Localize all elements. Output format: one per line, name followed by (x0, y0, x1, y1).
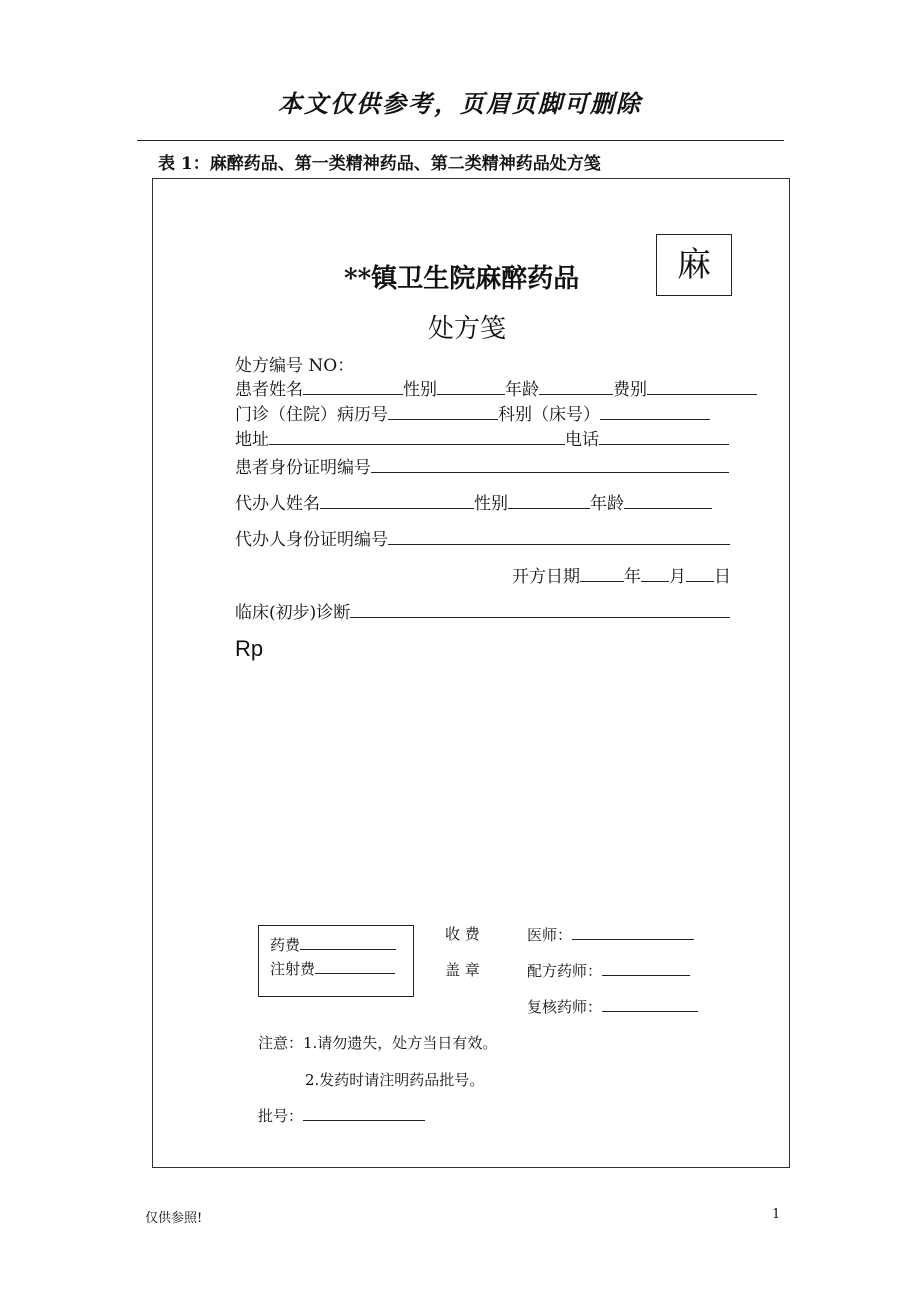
phone-label: 电话 (565, 430, 599, 450)
batch-field[interactable] (303, 1106, 425, 1121)
patient-info-row (235, 375, 757, 400)
agent-age-field[interactable] (624, 492, 712, 509)
day-label: 日 (714, 567, 731, 587)
agent-sex-field[interactable] (508, 492, 590, 509)
patient-id-field[interactable] (371, 456, 729, 473)
header-divider (137, 140, 784, 141)
patient-name-field[interactable] (303, 378, 403, 395)
day-field[interactable] (686, 565, 714, 582)
doctor-signature-field[interactable] (572, 925, 694, 940)
sex-field[interactable] (437, 378, 505, 395)
month-field[interactable] (641, 565, 669, 582)
drug-fee-label: 药费 (270, 936, 301, 954)
injection-fee-field[interactable] (315, 959, 395, 974)
table-caption: 表 1：麻醉药品、第一类精神药品、第二类精神药品处方笺 (158, 154, 601, 174)
batch-label: 批号： (258, 1107, 304, 1125)
checker-label: 复核药师： (527, 998, 603, 1016)
agent-sex-label: 性别 (474, 494, 508, 514)
agent-id-label: 代办人身份证明编号 (235, 530, 388, 550)
agent-name-field[interactable] (320, 492, 474, 509)
page-number: 1 (772, 1207, 781, 1222)
year-field[interactable] (580, 565, 624, 582)
injection-fee-label: 注射费 (270, 960, 316, 978)
age-label: 年龄 (505, 380, 539, 400)
agent-id-field[interactable] (388, 528, 730, 545)
rp-label: Rp (235, 636, 264, 661)
year-label: 年 (624, 567, 641, 587)
sex-label: 性别 (403, 380, 437, 400)
drug-fee-field[interactable] (300, 935, 396, 950)
dispenser-label: 配方药师： (527, 962, 603, 980)
address-label: 地址 (235, 430, 269, 450)
footer-note: 仅供参照! (145, 1211, 203, 1226)
date-label: 开方日期 (512, 567, 580, 587)
diagnosis-field[interactable] (350, 601, 730, 618)
note-line-2: 2.发药时请注明药品批号。 (305, 1071, 485, 1089)
month-label: 月 (669, 567, 686, 587)
drug-fee-row (270, 934, 396, 955)
doctor-label: 医师： (527, 926, 573, 944)
injection-fee-row (270, 958, 395, 979)
fee-type-field[interactable] (647, 378, 757, 395)
agent-name-label: 代办人姓名 (235, 494, 320, 514)
header-watermark-note: 本文仅供参考，页眉页脚可删除 (278, 89, 642, 118)
agent-id-row (235, 525, 730, 550)
dept-bed-label: 科别（床号） (498, 405, 600, 425)
diagnosis-row (235, 598, 730, 623)
record-row (235, 400, 710, 425)
agent-age-label: 年龄 (590, 494, 624, 514)
record-number-label: 门诊（住院）病历号 (235, 405, 388, 425)
narcotic-category-stamp: 麻 (656, 234, 732, 296)
stamp-label: 盖 章 (445, 961, 480, 979)
checker-signature-field[interactable] (602, 997, 698, 1012)
doctor-row (527, 924, 694, 945)
note-line-1: 注意：1.请勿遗失，处方当日有效。 (258, 1034, 498, 1052)
form-subtitle: 处方笺 (428, 314, 507, 344)
patient-name-label: 患者姓名 (235, 380, 303, 400)
rx-number-label: 处方编号 NO： (235, 356, 355, 376)
form-title: **镇卫生院麻醉药品 (344, 264, 580, 294)
fee-type-label: 费别 (613, 380, 647, 400)
diagnosis-label: 临床(初步)诊断 (235, 603, 351, 623)
agent-info-row (235, 489, 712, 514)
dispenser-signature-field[interactable] (602, 961, 690, 976)
patient-id-row (235, 453, 729, 478)
age-field[interactable] (539, 378, 613, 395)
phone-field[interactable] (599, 428, 729, 445)
record-number-field[interactable] (388, 403, 498, 420)
batch-row (258, 1105, 425, 1126)
charge-label: 收 费 (445, 925, 480, 943)
address-field[interactable] (269, 428, 565, 445)
dispenser-row (527, 960, 690, 981)
dept-bed-field[interactable] (600, 403, 710, 420)
checker-row (527, 996, 698, 1017)
address-row (235, 425, 729, 450)
patient-id-label: 患者身份证明编号 (235, 458, 371, 478)
date-row (512, 562, 731, 587)
